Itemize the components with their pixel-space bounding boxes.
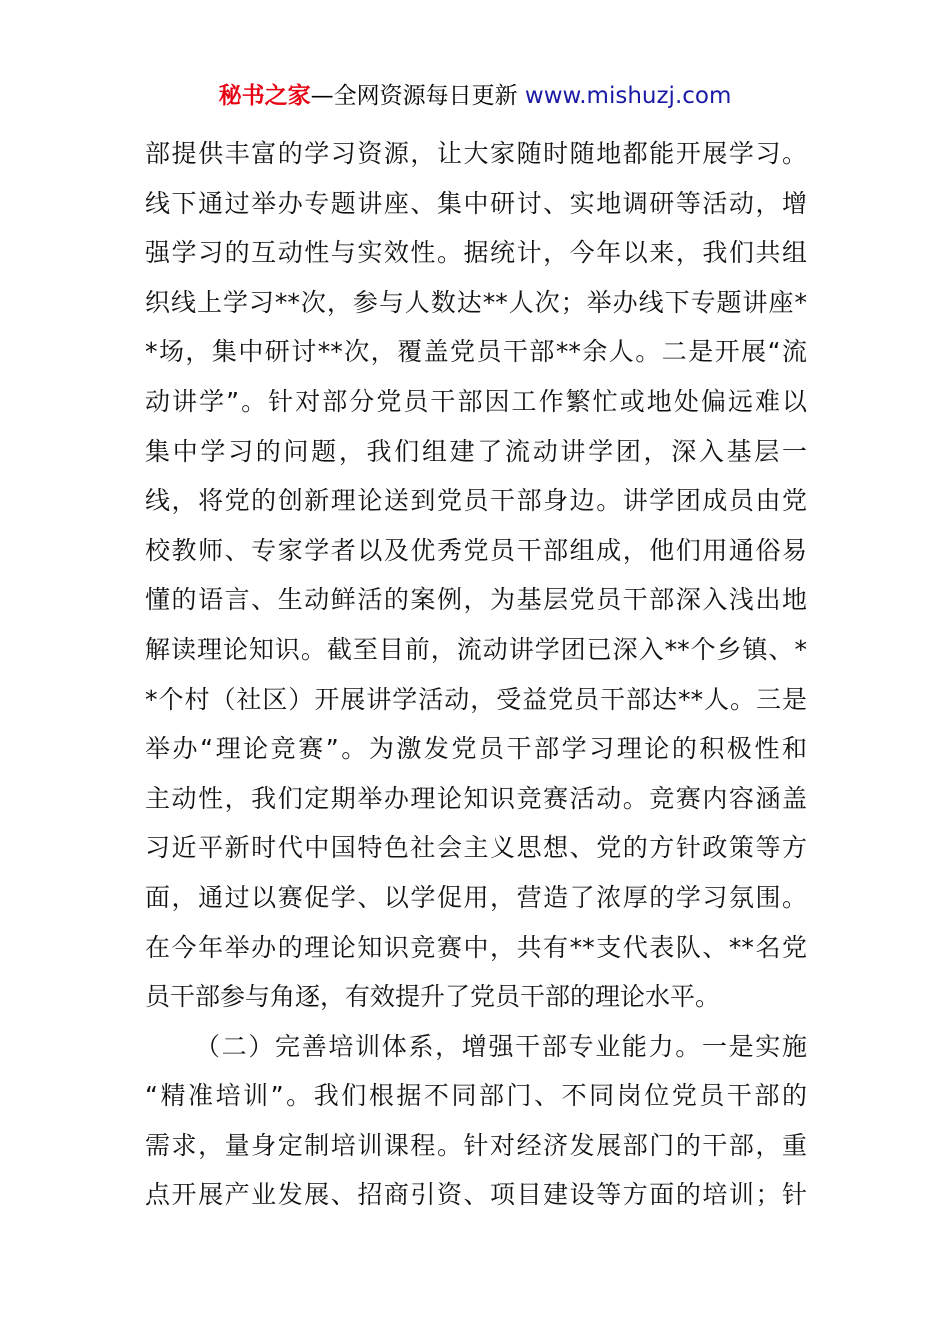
body-line: “精准培训”。我们根据不同部门、不同岗位党员干部的 [145,1081,807,1111]
site-tagline: —全网资源每日更新 [310,83,525,109]
body-line: 需求，量身定制培训课程。针对经济发展部门的干部，重 [145,1130,807,1160]
section-heading-line: （二）完善培训体系，增强干部专业能力。一是实施 [195,1031,807,1061]
body-line: *个村（社区）开展讲学活动，受益党员干部达**人。三是 [145,684,807,714]
body-line: 动讲学”。针对部分党员干部因工作繁忙或地处偏远难以 [145,386,807,416]
body-line: 部提供丰富的学习资源，让大家随时随地都能开展学习。 [145,139,807,168]
site-brand: 秘书之家 [218,83,311,109]
site-url-link[interactable]: www.mishuzj.com [524,83,732,109]
body-line: 点开展产业发展、招商引资、项目建设等方面的培训；针 [145,1180,807,1210]
body-line: 举办“理论竞赛”。为激发党员干部学习理论的积极性和 [145,734,807,764]
body-line: 在今年举办的理论知识竞赛中，共有**支代表队、**名党 [145,932,807,962]
body-line: 懂的语言、生动鲜活的案例，为基层党员干部深入浅出地 [145,585,807,615]
body-line: 解读理论知识。截至目前，流动讲学团已深入**个乡镇、* [145,634,807,664]
site-header [0,80,950,112]
body-line: 织线上学习**次，参与人数达**人次；举办线下专题讲座* [145,287,807,317]
body-line: 校教师、专家学者以及优秀党员干部组成，他们用通俗易 [145,535,807,565]
body-line: 习近平新时代中国特色社会主义思想、党的方针政策等方 [145,833,807,863]
body-line: 集中学习的问题，我们组建了流动讲学团，深入基层一 [145,436,807,466]
body-line: 强学习的互动性与实效性。据统计，今年以来，我们共组 [145,238,807,268]
document-body [145,129,807,1220]
body-line: 线，将党的创新理论送到党员干部身边。讲学团成员由党 [145,486,807,516]
body-line: 线下通过举办专题讲座、集中研讨、实地调研等活动，增 [145,188,807,218]
body-line: 员干部参与角逐，有效提升了党员干部的理论水平。 [145,982,721,1012]
body-line: 主动性，我们定期举办理论知识竞赛活动。竞赛内容涵盖 [145,783,807,813]
body-line: 面，通过以赛促学、以学促用，营造了浓厚的学习氛围。 [145,882,807,912]
body-line: *场，集中研讨**次，覆盖党员干部**余人。二是开展“流 [145,337,807,367]
